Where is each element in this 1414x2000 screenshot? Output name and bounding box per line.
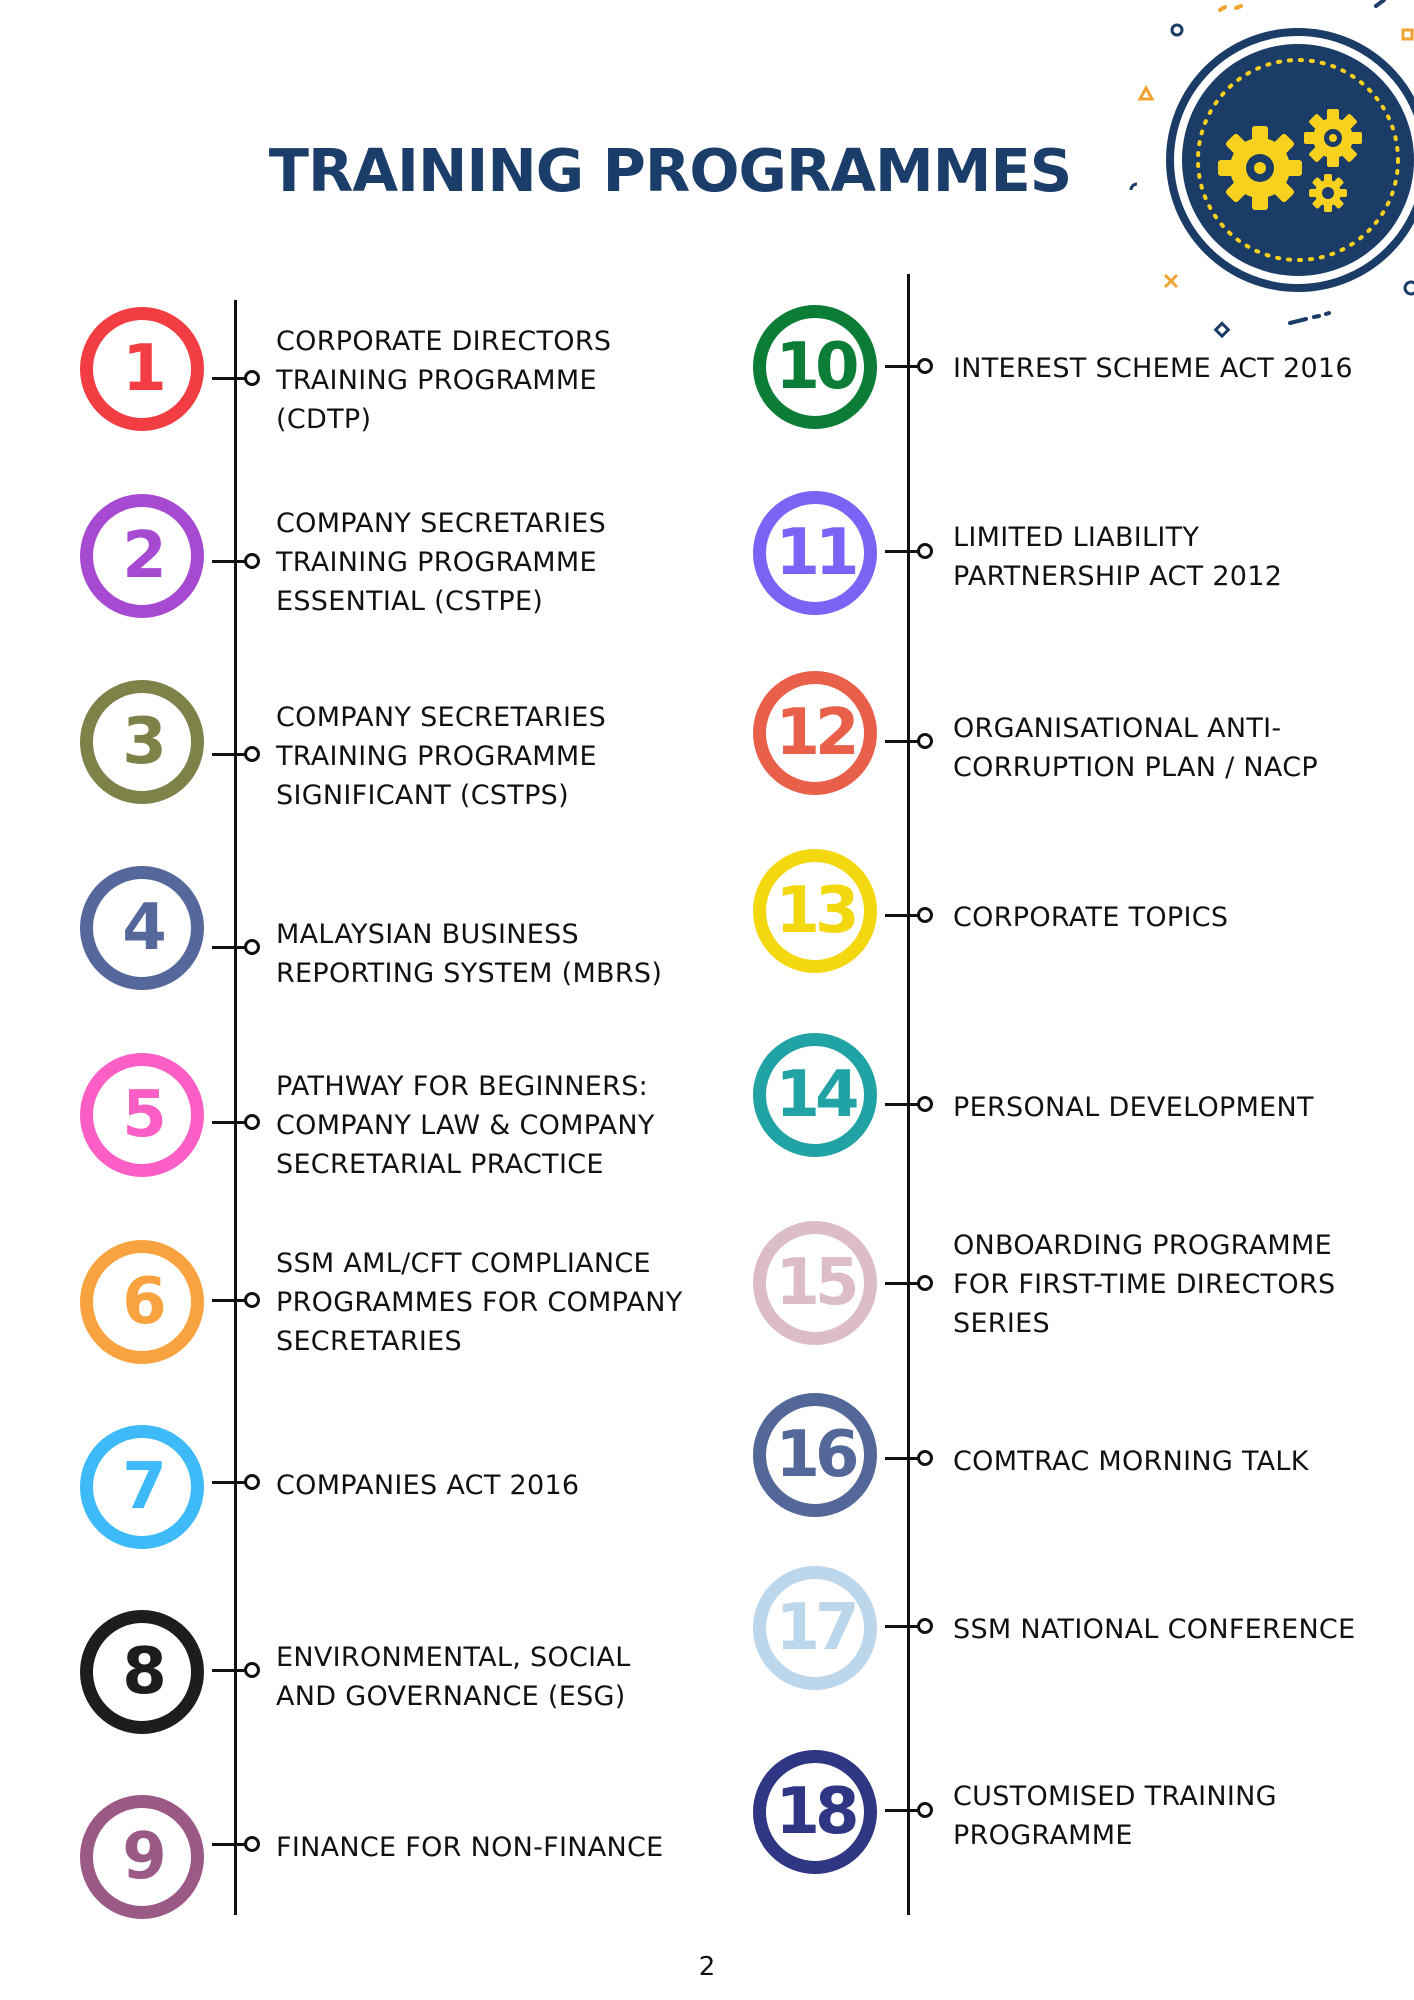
connector-dot (917, 1802, 933, 1818)
programme-label-6: SSM AML/CFT COMPLIANCE PROGRAMMES FOR COMPANY SECRETARIES (276, 1248, 683, 1357)
connector-line (212, 753, 248, 756)
number-badge-15: 15 (753, 1221, 877, 1345)
programme-label-7: COMPANIES ACT 2016 (276, 1470, 580, 1501)
number-badge-5: 5 (80, 1053, 204, 1177)
programme-label-4: MALAYSIAN BUSINESS REPORTING SYSTEM (MBRS) (276, 919, 663, 989)
programme-label-2: COMPANY SECRETARIES TRAINING PROGRAMME ESSENTIAL (CSTPE) (276, 508, 607, 617)
number-badge-14: 14 (753, 1033, 877, 1157)
connector-dot (244, 746, 260, 762)
connector-line (885, 914, 921, 917)
connector-dot (244, 939, 260, 955)
number-badge-10: 10 (753, 305, 877, 429)
number-badge-4: 4 (80, 866, 204, 990)
number-badge-18: 18 (753, 1750, 877, 1874)
programme-label-10: INTEREST SCHEME ACT 2016 (953, 353, 1353, 384)
connector-line (885, 365, 921, 368)
number-badge-7: 7 (80, 1425, 204, 1549)
connector-dot (917, 1450, 933, 1466)
number-badge-1: 1 (80, 307, 204, 431)
number-badge-8: 8 (80, 1610, 204, 1734)
gears-icon (1120, 0, 1414, 350)
programme-label-3: COMPANY SECRETARIES TRAINING PROGRAMME SIGNIFICANT (CSTPS) (276, 702, 607, 811)
connector-line (885, 1457, 921, 1460)
connector-line (212, 1669, 248, 1672)
connector-line (885, 1103, 921, 1106)
programme-label-14: PERSONAL DEVELOPMENT (953, 1092, 1314, 1123)
connector-line (212, 1843, 248, 1846)
connector-dot (244, 370, 260, 386)
page-number: 2 (698, 1952, 716, 1982)
number-badge-2: 2 (80, 494, 204, 618)
connector-dot (244, 553, 260, 569)
number-badge-16: 16 (753, 1393, 877, 1517)
connector-line (885, 740, 921, 743)
connector-line (885, 1809, 921, 1812)
connector-line (212, 946, 248, 949)
programme-label-18: CUSTOMISED TRAINING PROGRAMME (953, 1781, 1277, 1851)
connector-dot (917, 543, 933, 559)
connector-line (212, 560, 248, 563)
programme-label-12: ORGANISATIONAL ANTI- CORRUPTION PLAN / NACP (953, 713, 1318, 783)
number-badge-11: 11 (753, 491, 877, 615)
connector-dot (917, 1275, 933, 1291)
programme-label-16: COMTRAC MORNING TALK (953, 1446, 1309, 1477)
connector-line (212, 1121, 248, 1124)
connector-line (212, 377, 248, 380)
timeline-line-left (234, 300, 237, 1915)
number-badge-17: 17 (753, 1566, 877, 1690)
connector-dot (917, 733, 933, 749)
connector-dot (244, 1474, 260, 1490)
number-badge-6: 6 (80, 1240, 204, 1364)
connector-line (885, 550, 921, 553)
connector-dot (917, 358, 933, 374)
programme-label-1: CORPORATE DIRECTORS TRAINING PROGRAMME (CDTP) (276, 326, 612, 435)
programme-label-8: ENVIRONMENTAL, SOCIAL AND GOVERNANCE (ESG) (276, 1642, 631, 1712)
timeline-line-right (907, 274, 910, 1915)
number-badge-3: 3 (80, 680, 204, 804)
connector-dot (917, 907, 933, 923)
connector-line (212, 1481, 248, 1484)
connector-dot (244, 1292, 260, 1308)
connector-line (885, 1282, 921, 1285)
connector-dot (244, 1114, 260, 1130)
number-badge-13: 13 (753, 849, 877, 973)
programme-label-13: CORPORATE TOPICS (953, 902, 1229, 933)
programme-label-5: PATHWAY FOR BEGINNERS: COMPANY LAW & COMPANY SECRETARIAL PRACTICE (276, 1071, 655, 1180)
connector-dot (244, 1662, 260, 1678)
connector-line (885, 1625, 921, 1628)
connector-line (212, 1299, 248, 1302)
programme-label-17: SSM NATIONAL CONFERENCE (953, 1614, 1356, 1645)
programme-label-11: LIMITED LIABILITY PARTNERSHIP ACT 2012 (953, 522, 1283, 592)
connector-dot (244, 1836, 260, 1852)
programme-label-15: ONBOARDING PROGRAMME FOR FIRST-TIME DIRECTORS SERIES (953, 1230, 1336, 1339)
connector-dot (917, 1096, 933, 1112)
number-badge-12: 12 (753, 671, 877, 795)
number-badge-9: 9 (80, 1795, 204, 1919)
page-title: TRAINING PROGRAMMES (268, 136, 1072, 205)
programme-label-9: FINANCE FOR NON-FINANCE (276, 1832, 664, 1863)
connector-dot (917, 1618, 933, 1634)
